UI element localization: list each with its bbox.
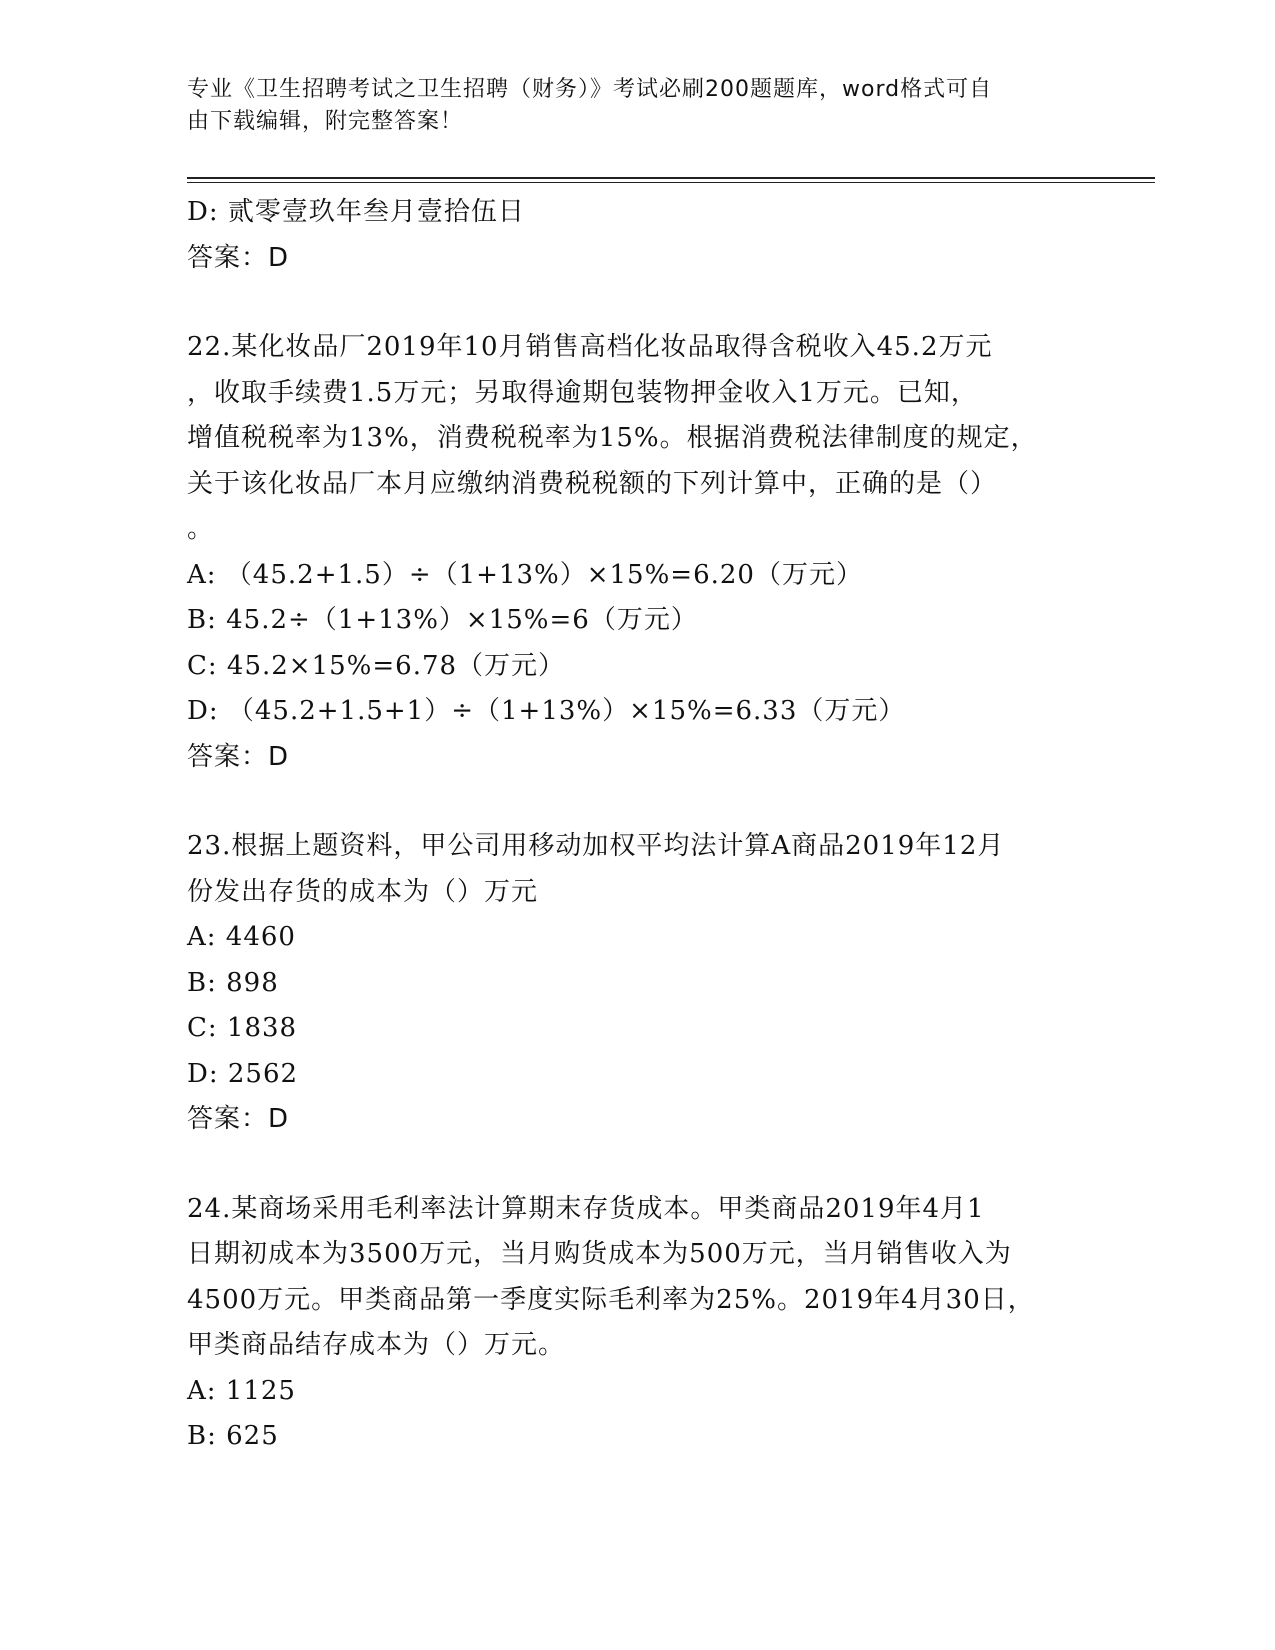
document-header bbox=[187, 74, 1067, 138]
question-stem-line: 关于该化妆品厂本月应缴纳消费税税额的下列计算中，正确的是（） bbox=[187, 468, 998, 499]
question-stem-line: 日期初成本为3500万元，当月购货成本为500万元，当月销售收入为 bbox=[187, 1239, 1012, 1269]
option-a: A: 4460 bbox=[187, 922, 296, 952]
option-b: B: 45.2÷（1+13%）×15%=6（万元） bbox=[187, 605, 698, 635]
question-stem-line: ，收取手续费1.5万元；另取得逾期包装物押金收入1万元。已知， bbox=[187, 377, 978, 408]
option-c: C: 1838 bbox=[187, 1013, 298, 1043]
option-b: B: 898 bbox=[187, 967, 279, 998]
question-22 bbox=[187, 325, 1067, 780]
question-stem-line: 23.根据上题资料，甲公司用移动加权平均法计算A商品2019年12月 bbox=[187, 831, 1005, 861]
question-stem-line: 增值税税率为13%，消费税税率为15%。根据消费税法律制度的规定， bbox=[187, 423, 1038, 453]
question-21-tail bbox=[187, 190, 1067, 281]
header-line-1: 专业《卫生招聘考试之卫生招聘（财务）》考试必刷200题题库，word格式可自 bbox=[187, 77, 993, 102]
question-stem-line: 甲类商品结存成本为（）万元。 bbox=[187, 1330, 566, 1360]
question-stem-line: 24.某商场采用毛利率法计算期末存货成本。甲类商品2019年4月1 bbox=[187, 1193, 985, 1224]
document-body bbox=[187, 190, 1067, 1460]
option-d: D: （45.2+1.5+1）÷（1+13%）×15%=6.33（万元） bbox=[187, 696, 906, 726]
question-spacer bbox=[187, 780, 1067, 824]
header-divider-thin bbox=[187, 182, 1155, 183]
question-stem-line: 4500万元。甲类商品第一季度实际毛利率为25%。2019年4月30日， bbox=[187, 1284, 1035, 1315]
option-b: B: 625 bbox=[187, 1421, 279, 1451]
option-d: D: 2562 bbox=[187, 1058, 299, 1089]
answer-line: 答案：D bbox=[187, 1104, 290, 1134]
option-a: A: （45.2+1.5）÷（1+13%）×15%=6.20（万元） bbox=[187, 559, 863, 590]
option-a: A: 1125 bbox=[187, 1375, 296, 1406]
question-spacer bbox=[187, 1143, 1067, 1187]
question-spacer bbox=[187, 281, 1067, 325]
question-stem-line: 份发出存货的成本为（）万元 bbox=[187, 876, 539, 907]
option-d: D: 贰零壹玖年叁月壹拾伍日 bbox=[187, 197, 525, 227]
option-c: C: 45.2×15%=6.78（万元） bbox=[187, 650, 566, 681]
question-23 bbox=[187, 824, 1067, 1143]
question-stem-line: 。 bbox=[187, 514, 215, 544]
question-24 bbox=[187, 1187, 1067, 1460]
answer-line: 答案：D bbox=[187, 741, 290, 772]
question-stem-line: 22.某化妆品厂2019年10月销售高档化妆品取得含税收入45.2万元 bbox=[187, 332, 993, 362]
header-divider-thick bbox=[187, 177, 1155, 179]
answer-line: 答案：D bbox=[187, 242, 290, 273]
header-line-2: 由下载编辑，附完整答案！ bbox=[187, 109, 464, 134]
